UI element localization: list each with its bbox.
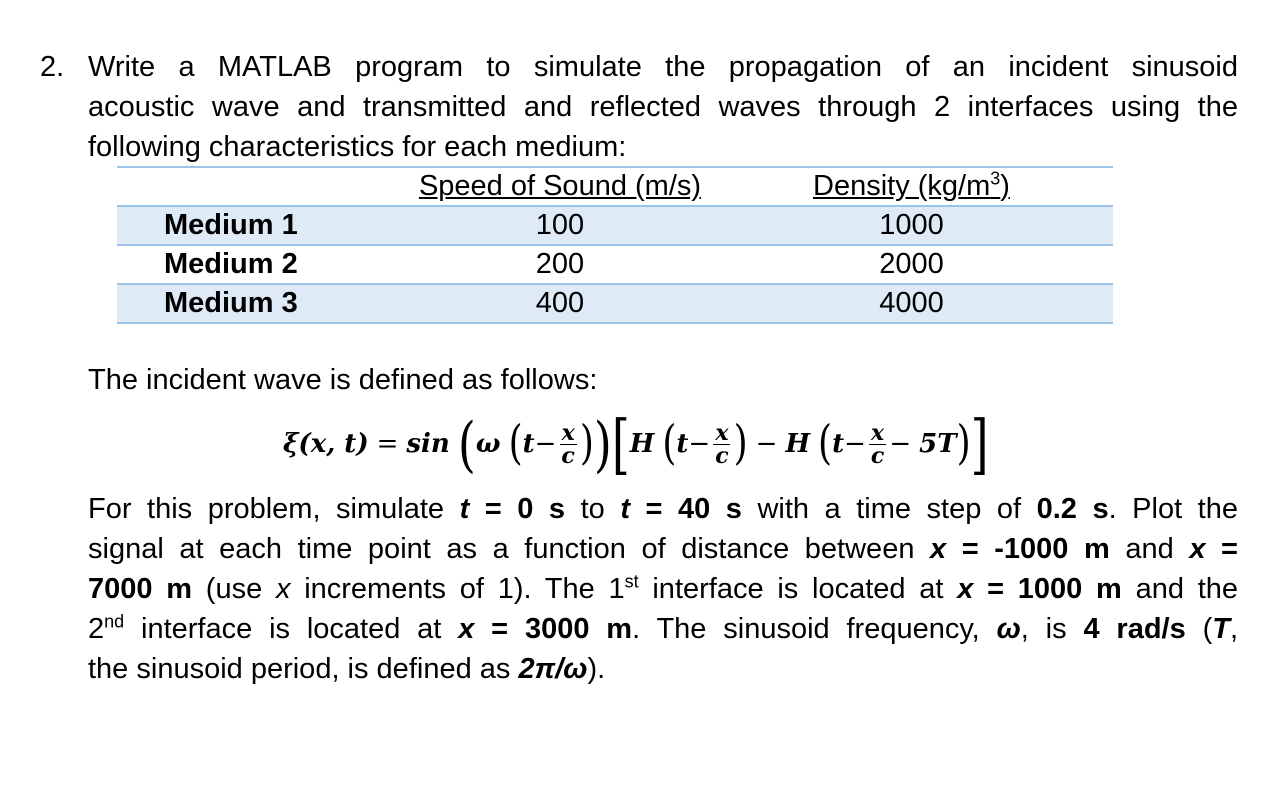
table-row [117, 284, 1113, 323]
eq-fraction: $\frac{x}{c}$ [870, 419, 885, 469]
body-line-4: 2nd interface is located at x = 3000 m. The sinusoid frequency, ω, is 4 rad/s (T, [88, 611, 1239, 645]
eq-heaviside: H [629, 429, 655, 459]
header-density-close: ) [1000, 170, 1010, 202]
eq-minus: − [755, 429, 778, 459]
eq-five-t: 5T [919, 429, 957, 459]
row-density: 4000 [710, 284, 1113, 323]
header-speed-label: Speed of Sound (m/s) [418, 170, 702, 202]
eq-fraction: $\frac{x}{c}$ [715, 419, 729, 469]
intro-line-2: acoustic wave and transmitted and reflected waves through 2 interfaces using the [88, 91, 1238, 123]
problem-number: 2. [40, 51, 65, 83]
body-line-5: the sinusoid period, is defined as 2π/ω). [88, 653, 606, 685]
eq-t: t [832, 429, 845, 459]
row-label: Medium 1 [117, 206, 410, 245]
row-label: Medium 2 [164, 248, 298, 280]
body-line-2: signal at each time point as a function of distance between x = -1000 m and x = [88, 533, 1238, 565]
incident-text: The incident wave is defined as follows: [88, 364, 598, 396]
eq-t: t [522, 429, 535, 459]
row-speed: 200 [535, 248, 585, 280]
row-density: 2000 [879, 248, 944, 280]
eq-equals: = [376, 429, 399, 459]
eq-lhs: ξ(x, t) [283, 429, 369, 459]
eq-heaviside: H [785, 429, 811, 459]
header-density-exponent: 3 [990, 168, 1001, 189]
header-density [710, 167, 1113, 206]
medium-table [117, 166, 1113, 324]
table-row [117, 206, 1113, 245]
eq-minus: − [889, 429, 912, 459]
eq-minus: − [688, 429, 711, 459]
eq-minus: − [844, 429, 866, 459]
header-density-label: Density (kg/m [813, 170, 991, 202]
row-speed: 400 [410, 284, 710, 323]
row-density: 1000 [710, 206, 1113, 245]
eq-sin: sin [406, 429, 450, 459]
intro-line-1: Write a MATLAB program to simulate the propagation of an incident sinusoid [88, 51, 1238, 83]
body-line-1: For this problem, simulate t = 0 s to t = 40 s with a time step of 0.2 s. Plot the [88, 493, 1238, 525]
header-speed [410, 167, 710, 206]
eq-t: t [676, 429, 689, 459]
row-speed: 100 [410, 206, 710, 245]
eq-minus: − [534, 429, 557, 459]
row-label: Medium 3 [117, 284, 410, 323]
problem-body [88, 489, 1238, 689]
table-row [117, 245, 1113, 284]
intro-line-3: following characteristics for each medium: [88, 131, 627, 163]
eq-fraction: $\frac{x}{c}$ [561, 419, 575, 469]
problem-intro [88, 47, 1238, 167]
incident-wave-equation: ξ(x, t) = sin ( ω ( t − $\frac{x}{c}$ ) ) [ H ( t − $\frac{x}{c}$ ) − H ( t − $\frac{x}{c}$ − 5T ) ] [283, 406, 989, 482]
table-header-blank [117, 167, 410, 206]
body-line-3: 7000 m (use x increments of 1). The 1st interface is located at x = 1000 m and the [88, 571, 1239, 605]
table-header-row [117, 167, 1113, 206]
eq-omega: ω [475, 429, 501, 459]
